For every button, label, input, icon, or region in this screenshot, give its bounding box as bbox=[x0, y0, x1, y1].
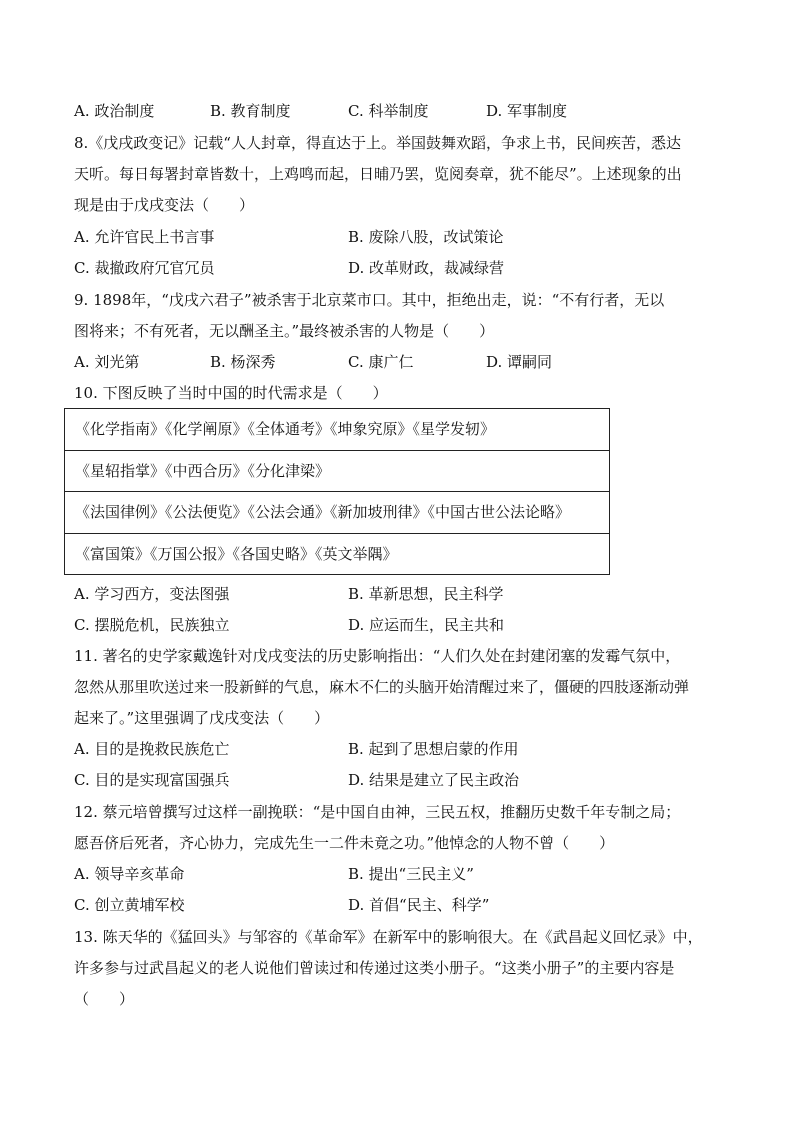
q10-option-d[interactable]: D. 应运而生，民主共和 bbox=[348, 616, 505, 634]
q10-option-a[interactable]: A. 学习西方，变法图强 bbox=[74, 585, 230, 603]
q9-option-c[interactable]: C. 康广仁 bbox=[348, 353, 414, 371]
q10-option-b[interactable]: B. 革新思想，民主科学 bbox=[348, 585, 504, 603]
q10-stem: 10. 下图反映了当时中国的时代需求是（ ） bbox=[74, 384, 388, 402]
q12-option-c[interactable]: C. 创立黄埔军校 bbox=[74, 896, 185, 914]
q8-stem-line-3: 现是由于戊戌变法（ ） bbox=[74, 196, 255, 214]
q9-option-b[interactable]: B. 杨深秀 bbox=[210, 353, 276, 371]
q11-stem-line-2: 忽然从那里吹送过来一股新鲜的气息，麻木不仁的头脑开始清醒过来了，僵硬的四肢逐渐动弹 bbox=[74, 678, 690, 696]
q7-option-b[interactable]: B. 教育制度 bbox=[210, 102, 291, 120]
q11-option-a[interactable]: A. 目的是挽救民族危亡 bbox=[74, 740, 230, 758]
q12-stem-line-2: 愿吾侪后死者，齐心协力，完成先生一二件未竟之功。”他悼念的人物不曾（ ） bbox=[74, 834, 615, 852]
q12-option-d[interactable]: D. 首倡“民主、科学” bbox=[348, 896, 490, 914]
q11-option-c[interactable]: C. 目的是实现富国强兵 bbox=[74, 771, 230, 789]
q12-stem-line-1: 12. 蔡元培曾撰写过这样一副挽联：“是中国自由神，三民五权，推翻历史数千年专制之局； bbox=[74, 803, 681, 821]
table-row-4: 《富国策》《万国公报》《各国史略》《英文举隅》 bbox=[65, 534, 609, 576]
table-row-2: 《星轺指掌》《中西合历》《分化津梁》 bbox=[65, 451, 609, 493]
q11-option-d[interactable]: D. 结果是建立了民主政治 bbox=[348, 771, 520, 789]
q8-stem-line-1: 8.《戊戌政变记》记载“人人封章，得直达于上。举国鼓舞欢蹈，争求上书，民间疾苦，悉达 bbox=[74, 134, 681, 152]
q11-stem-line-1: 11. 著名的史学家戴逸针对戊戌变法的历史影响指出：“人们久处在封建闭塞的发霉气氛中， bbox=[74, 647, 681, 665]
q11-option-b[interactable]: B. 起到了思想启蒙的作用 bbox=[348, 740, 519, 758]
q8-option-b[interactable]: B. 废除八股，改试策论 bbox=[348, 228, 504, 246]
q7-option-c[interactable]: C. 科举制度 bbox=[348, 102, 429, 120]
q13-stem-line-2: 许多参与过武昌起义的老人说他们曾读过和传递过这类小册子。“这类小册子”的主要内容是 bbox=[74, 959, 675, 977]
q12-option-b[interactable]: B. 提出“三民主义” bbox=[348, 865, 474, 883]
q12-option-a[interactable]: A. 领导辛亥革命 bbox=[74, 865, 185, 883]
q11-stem-line-3: 起来了。”这里强调了戊戌变法（ ） bbox=[74, 709, 330, 727]
book-list-table bbox=[64, 408, 610, 575]
q10-option-c[interactable]: C. 摆脱危机，民族独立 bbox=[74, 616, 230, 634]
table-row-3: 《法国律例》《公法便览》《公法会通》《新加坡刑律》《中国古世公法论略》 bbox=[65, 492, 609, 534]
q13-stem-line-3: （ ） bbox=[74, 990, 135, 1008]
q8-stem-line-2: 天听。每日每署封章皆数十，上鸡鸣而起，日晡乃罢，览阅奏章，犹不能尽”。上述现象的出 bbox=[74, 165, 682, 183]
q8-option-d[interactable]: D. 改革财政，裁减绿营 bbox=[348, 259, 505, 277]
q9-stem-line-2: 图将来；不有死者，无以酬圣主。”最终被杀害的人物是（ ） bbox=[74, 322, 495, 340]
q7-option-a[interactable]: A. 政治制度 bbox=[74, 102, 155, 120]
q13-stem-line-1: 13. 陈天华的《猛回头》与邹容的《革命军》在新军中的影响很大。在《武昌起义回忆录》中， bbox=[74, 928, 703, 946]
q9-option-d[interactable]: D. 谭嗣同 bbox=[486, 353, 553, 371]
q8-option-a[interactable]: A. 允许官民上书言事 bbox=[74, 228, 215, 246]
q9-stem-line-1: 9. 1898年，“戊戌六君子”被杀害于北京菜市口。其中，拒绝出走，说：“不有行者，无以 bbox=[74, 291, 665, 309]
table-row-1: 《化学指南》《化学阐原》《全体通考》《坤象究原》《星学发轫》 bbox=[65, 409, 609, 451]
q8-option-c[interactable]: C. 裁撤政府冗官冗员 bbox=[74, 259, 215, 277]
q9-option-a[interactable]: A. 刘光第 bbox=[74, 353, 140, 371]
q7-option-d[interactable]: D. 军事制度 bbox=[486, 102, 568, 120]
